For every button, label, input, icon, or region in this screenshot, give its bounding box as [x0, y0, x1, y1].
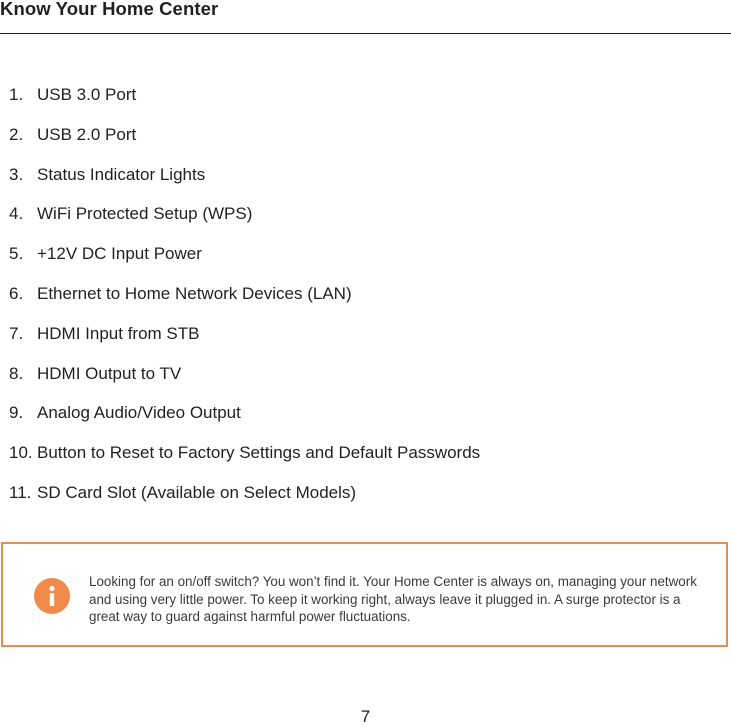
info-note-text: Looking for an on/off switch? You won’t find it. Your Home Center is always on, managing your network and using very little power. To keep it working right, always leave it plugged in. A surge protector is a great way to guard against harmful power fluctuations. [89, 574, 697, 624]
list-item-number: 6. [9, 283, 24, 303]
list-item-number: 1. [9, 85, 24, 104]
list-item [9, 244, 480, 284]
list-item [9, 324, 480, 364]
list-item [9, 165, 480, 205]
list-item-number: 9. [9, 403, 24, 423]
list-item-number: 10. [9, 443, 33, 463]
list-item-label: HDMI Input from STB [37, 323, 200, 343]
page-number: 7 [360, 707, 371, 726]
title-divider [0, 33, 731, 34]
list-item-number: 11. [9, 482, 32, 502]
list-item-label: Analog Audio/Video Output [37, 403, 241, 423]
list-item [9, 204, 480, 244]
info-note [1, 542, 728, 647]
list-item [9, 364, 480, 404]
page-title: Know Your Home Center [0, 0, 219, 19]
list-item-label: Button to Reset to Factory Settings and Default Passwords [37, 443, 481, 463]
list-item-number: 2. [9, 124, 24, 144]
list-item [9, 483, 480, 523]
list-item [9, 85, 480, 125]
list-item-label: Ethernet to Home Network Devices (LAN) [37, 283, 352, 303]
port-list [9, 85, 480, 523]
list-item-label: WiFi Protected Setup (WPS) [37, 204, 253, 224]
info-icon [34, 578, 70, 614]
list-item-label: +12V DC Input Power [37, 244, 202, 264]
list-item [9, 443, 480, 483]
list-item [9, 125, 480, 165]
list-item-label: Status Indicator Lights [37, 164, 206, 184]
list-item-number: 5. [9, 244, 24, 264]
list-item-number: 3. [9, 164, 24, 184]
list-item-number: 4. [9, 204, 24, 224]
list-item-label: SD Card Slot (Available on Select Models) [37, 482, 357, 502]
list-item [9, 403, 480, 443]
list-item-number: 8. [9, 363, 24, 383]
list-item-label: USB 2.0 Port [37, 124, 137, 144]
list-item [9, 284, 480, 324]
list-item-number: 7. [9, 323, 24, 343]
list-item-label: USB 3.0 Port [37, 85, 137, 104]
list-item-label: HDMI Output to TV [37, 363, 182, 383]
